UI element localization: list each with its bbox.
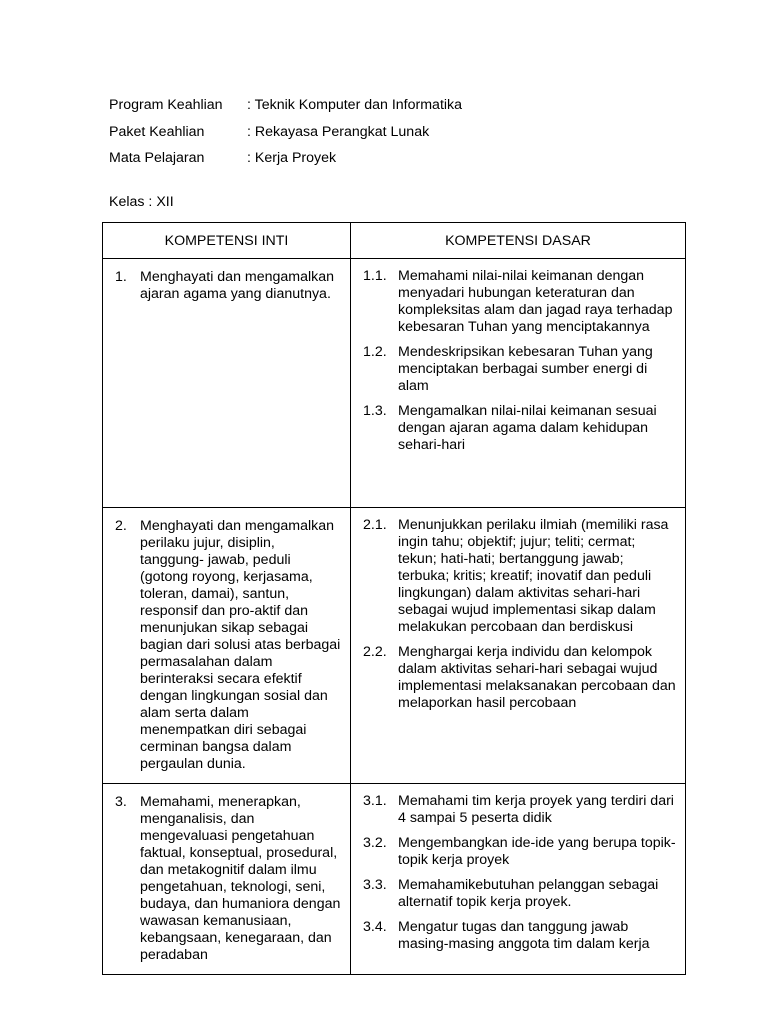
kd-text: Memahami nilai-nilai keimanan dengan menyadari hubungan keteraturan dan kompleksitas alam dan jagad raya terhadap kebesaran Tuhan yang menciptakannya [398, 268, 673, 335]
kd-item [363, 793, 677, 827]
kd-number: 1.3. [363, 403, 387, 419]
kd-number: 2.2. [363, 644, 387, 660]
kd-column-header: KOMPETENSI DASAR [351, 223, 686, 259]
kd-item [363, 344, 677, 395]
kd-text: Menunjukkan perilaku ilmiah (memiliki rasa ingin tahu; objektif; jujur; teliti; cermat; tekun; hati-hati; bertanggung jawab; terbuka; kritis; kreatif; inovatif dan peduli lingkungan) dalam aktivitas sehari-hari sebagai wujud implementasi sikap dalam melakukan percobaan dan berdiskusi [398, 517, 669, 635]
table-header-row [103, 223, 686, 259]
header-row-paket [109, 119, 462, 146]
kd-text: Menghargai kerja individu dan kelompok dalam aktivitas sehari-hari sebagai wujud implementasi melaksanakan percobaan dan melaporkan hasil percobaan [398, 644, 676, 711]
ki-column-header: KOMPETENSI INTI [103, 223, 351, 259]
kd-item [363, 644, 677, 712]
kd-text: Memahamikebutuhan pelanggan sebagai alternatif topik kerja proyek. [398, 877, 659, 910]
kd-cell [351, 784, 686, 975]
header-row-program [109, 92, 462, 119]
kd-number: 3.1. [363, 793, 387, 809]
ki-cell [103, 259, 351, 508]
ki-text: Memahami, menerapkan, menganalisis, dan mengevaluasi pengetahuan faktual, konseptual, prosedural, dan metakognitif dalam ilmu pengetahuan, teknologi, seni, budaya, dan humaniora dengan wawasan kemanusiaan, kebangsaan, kenegaraan, dan peradaban [140, 794, 341, 963]
kd-item [363, 268, 677, 336]
ki-number: 2. [115, 518, 127, 534]
kd-number: 3.3. [363, 877, 387, 893]
program-value: : Teknik Komputer dan Informatika [247, 97, 463, 113]
ki-text: Menghayati dan mengamalkan ajaran agama yang dianutnya. [140, 269, 335, 302]
document-header [109, 92, 462, 172]
paket-value: : Rekayasa Perangkat Lunak [247, 123, 430, 140]
kd-item [363, 517, 677, 636]
table-row [103, 784, 686, 975]
kd-cell [351, 259, 686, 508]
kd-text: Mengatur tugas dan tanggung jawab masing-masing anggota tim dalam kerja [398, 919, 650, 952]
ki-cell [103, 784, 351, 975]
paket-label: Paket Keahlian [109, 123, 205, 140]
kd-item [363, 835, 677, 869]
kd-number: 3.2. [363, 835, 387, 851]
kd-number: 1.1. [363, 268, 387, 284]
mapel-label: Mata Pelajaran [109, 150, 205, 166]
kd-cell [351, 508, 686, 784]
kd-item [363, 919, 677, 953]
ki-text: Menghayati dan mengamalkan perilaku jujur, disiplin, tanggung- jawab, peduli (gotong royong, kerjasama, toleran, damai), santun, responsif dan pro-aktif dan menunjukan sikap sebagai bagian dari solusi atas berbagai permasalahan dalam berinteraksi secara efektif dengan lingkungan sosial dan alam serta dalam menempatkan diri sebagai cerminan bangsa dalam pergaulan dunia. [140, 518, 341, 772]
kd-text: Mendeskripsikan kebesaran Tuhan yang menciptakan berbagai sumber energi di alam [398, 344, 653, 394]
table-row [103, 259, 686, 508]
kelas-label: Kelas : XII [109, 194, 174, 210]
competency-table [102, 222, 686, 975]
header-row-mapel [109, 145, 462, 172]
ki-number: 3. [115, 794, 127, 810]
kd-item [363, 403, 677, 454]
kd-text: Memahami tim kerja proyek yang terdiri dari 4 sampai 5 peserta didik [398, 793, 674, 826]
ki-cell [103, 508, 351, 784]
kd-text: Mengamalkan nilai-nilai keimanan sesuai dengan ajaran agama dalam kehidupan sehari-hari [398, 403, 657, 453]
kd-item [363, 877, 677, 911]
program-label: Program Keahlian [109, 97, 223, 113]
kd-text: Mengembangkan ide-ide yang berupa topik-topik kerja proyek [398, 835, 676, 868]
mapel-value: : Kerja Proyek [247, 150, 337, 166]
kd-number: 1.2. [363, 344, 387, 360]
ki-number: 1. [115, 269, 127, 285]
kd-number: 2.1. [363, 517, 387, 533]
table-row [103, 508, 686, 784]
kd-number: 3.4. [363, 919, 387, 935]
